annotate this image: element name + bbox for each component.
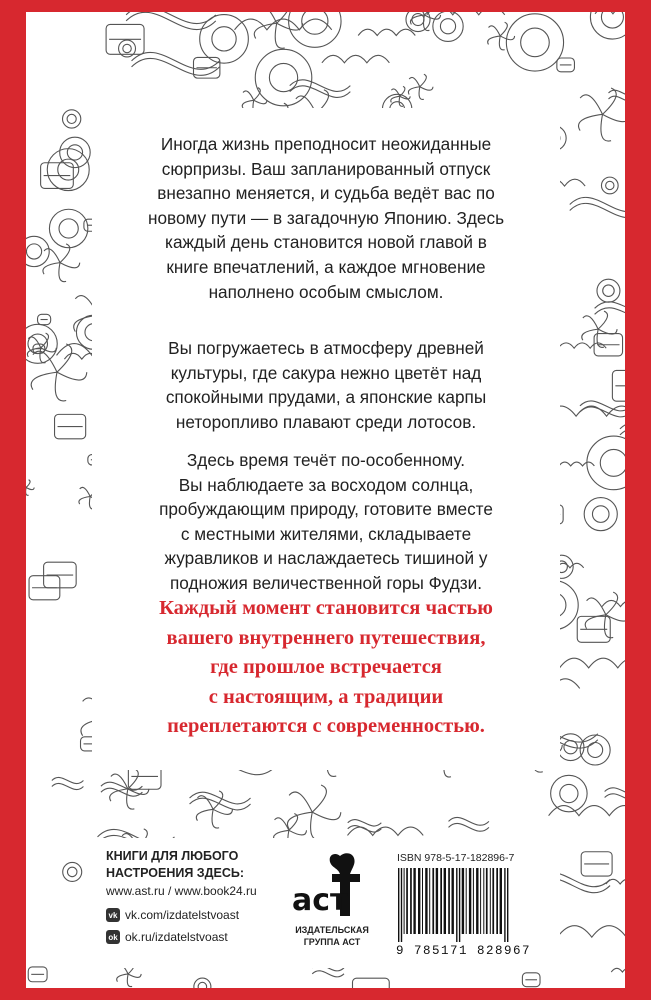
para4-line: где прошлое встречается (210, 656, 442, 678)
para3-line: Здесь время течёт по-особенному. (186, 450, 466, 470)
vk-link-text: vk.com/izdatelstvoast (125, 908, 240, 922)
para1-line: Иногда жизнь преподносит неожиданные (160, 134, 492, 154)
paragraph-3 (110, 448, 542, 596)
para2-line: культуры, где сакура нежно цветёт над (170, 362, 482, 383)
books-heading: КНИГИ ДЛЯ ЛЮБОГО НАСТРОЕНИЯ ЗДЕСЬ: (106, 849, 245, 880)
ok-link-text: ok.ru/izdatelstvoast (125, 930, 228, 944)
paragraph-2 (110, 336, 542, 434)
para1-line: внезапно меняется, и судьба ведёт вас по (157, 183, 495, 204)
ok-link[interactable] (106, 930, 228, 944)
websites-link[interactable]: www.ast.ru / www.book24.ru (106, 884, 257, 898)
publisher-logo (284, 850, 380, 960)
para3-line: подножия величественной горы Фудзи. (169, 572, 483, 593)
para1-line: книге впечатлений, а каждое мгновение (166, 256, 486, 277)
logo-text: аст (292, 883, 348, 918)
vk-icon: vk (106, 908, 120, 922)
para3-line: с местными жителями, складываете (180, 523, 472, 544)
para1-line: каждый день становится новой главой в (165, 232, 487, 253)
highlight-paragraph (96, 594, 556, 742)
vk-link[interactable] (106, 908, 239, 922)
para2-line: спокойными прудами, а японские карпы (165, 387, 487, 408)
para3-line: Вы наблюдаете за восходом солнца, (178, 474, 474, 495)
publisher-name: ИЗДАТЕЛЬСКАЯ ГРУППА АСТ (295, 925, 369, 947)
para1-line: наполнено особым смыслом. (208, 281, 444, 302)
para4-line: Каждый момент становится частью (159, 597, 493, 619)
ast-logo-icon (290, 850, 374, 920)
para2-line: неторопливо плавают среди лотосов. (175, 411, 477, 432)
paragraph-1 (110, 132, 542, 304)
para1-line: сюрпризы. Ваш запланированный отпуск (161, 158, 491, 179)
para4-line: вашего внутреннего путешествия, (166, 626, 486, 649)
text-panel (92, 108, 560, 770)
barcode-digits: 9 785171 828967 (396, 944, 532, 958)
para4-line: переплетаются с современностью. (167, 715, 485, 737)
para3-line: пробуждающим природу, готовите вместе (159, 499, 493, 520)
publisher-footer (92, 838, 560, 968)
isbn-label: ISBN 978-5-17-182896-7 (397, 852, 515, 864)
para3-line: журавликов и наслаждаетесь тишиной у (164, 548, 488, 569)
para4-line: с настоящим, а традиции (208, 685, 444, 708)
para1-line: новому пути — в загадочную Японию. Здесь (147, 207, 505, 228)
para2-line: Вы погружаетесь в атмосферу древней (168, 338, 484, 358)
barcode (394, 868, 548, 942)
ok-icon: ok (106, 930, 120, 944)
